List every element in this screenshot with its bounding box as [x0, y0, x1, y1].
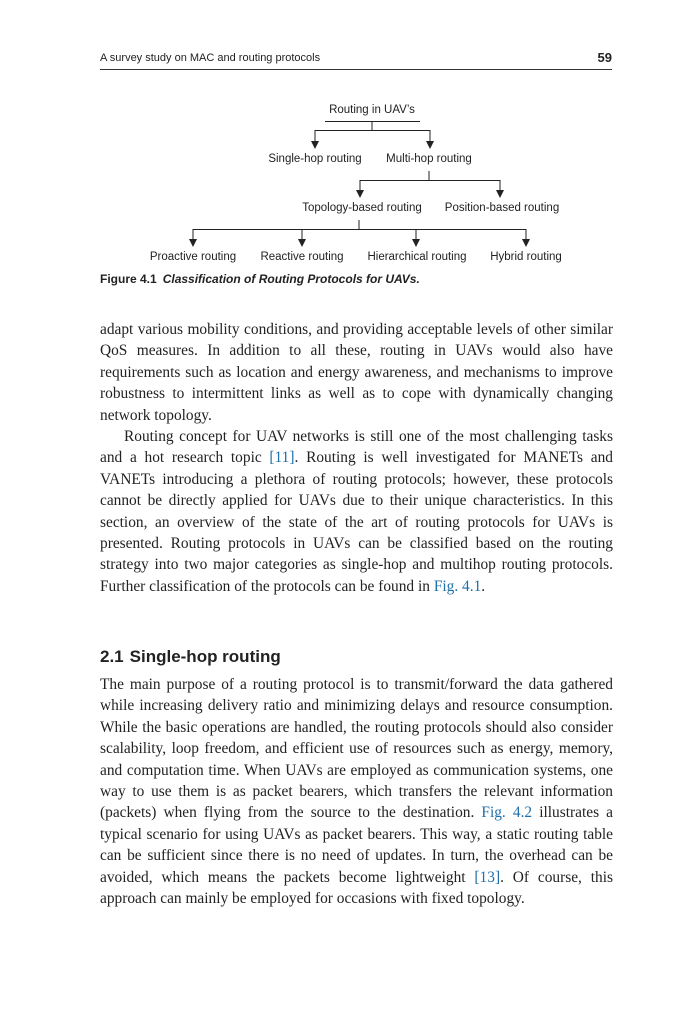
- paragraph-3: [100, 674, 613, 909]
- section-heading: [100, 647, 281, 667]
- figure-4-1-link[interactable]: Fig. 4.1: [433, 577, 482, 595]
- running-title: A survey study on MAC and routing protocols: [100, 52, 321, 64]
- node-hybrid-routing: Hybrid routing: [490, 251, 562, 263]
- section-title: Single-hop routing: [129, 647, 281, 666]
- node-hierarchical-routing: Hierarchical routing: [367, 251, 467, 263]
- citation-13-link[interactable]: [13]: [474, 868, 501, 886]
- paragraph-2-text-1: Routing concept for UAV networks is still one of the most challenging tasks and a hot research topic: [100, 428, 613, 467]
- body-text-top: [100, 319, 613, 597]
- section-number: 2.1: [100, 647, 124, 666]
- node-position-based-routing: Position-based routing: [444, 202, 560, 214]
- figure-caption: [100, 272, 420, 286]
- node-routing-in-uavs: Routing in UAV’s: [329, 104, 415, 116]
- node-single-hop-routing: Single-hop routing: [268, 153, 362, 165]
- routing-classification-diagram: [0, 92, 682, 267]
- node-multi-hop-routing: Multi-hop routing: [386, 153, 472, 165]
- paragraph-3-text-1: The main purpose of a routing protocol is to transmit/forward the data gathered while increasing delivery ratio and minimizing delays and resource consumption. While the basic operations are handled, the routing protocols should also consider scalability, loop freedom, and efficient use of resources such as energy, memory, and computation time. When UAVs are employed as communication systems, one way to use them is as packet bearers, which transfers the relevant information (packets) when flying from the source to the destination.: [100, 676, 613, 822]
- figure-caption-label: Figure 4.1: [100, 272, 157, 286]
- figure-4-2-link[interactable]: Fig. 4.2: [481, 804, 533, 822]
- running-header: [100, 52, 612, 70]
- body-text-section: [100, 674, 613, 909]
- citation-11-link[interactable]: [11]: [269, 449, 295, 467]
- paragraph-1: adapt various mobility conditions, and providing acceptable levels of other similar QoS measures. In addition to all these, routing in UAVs would also have requirements such as location and energy awareness, and mechanisms to improve robustness to intermittent links as well as to cope with dynamically changing network topology.: [100, 321, 613, 424]
- node-reactive-routing: Reactive routing: [260, 251, 344, 263]
- node-proactive-routing: Proactive routing: [149, 251, 237, 263]
- paragraph-3-text-3: . Of course, this approach can mainly be employed for occasions with fixed topology.: [100, 868, 613, 908]
- page-number: 59: [597, 50, 612, 65]
- paragraph-3-text-2: illustrates a typical scenario for using UAVs as packet bearers. This way, a static routing table can be sufficient since there is no need of updates. In turn, the overhead can be avoided, which means the packets become lightweight: [100, 804, 613, 886]
- paragraph-2: [100, 426, 613, 597]
- node-topology-based-routing: Topology-based routing: [302, 202, 422, 214]
- figure-caption-text: Classification of Routing Protocols for UAVs.: [162, 272, 420, 286]
- paragraph-2-text-2: . Routing is well investigated for MANETs and VANETs introducing a plethora of routing protocols; however, these protocols cannot be directly applied for UAVs due to their unique characteristics. In this section, an overview of the state of the art of routing protocols for UAVs is presented. Routing protocols in UAVs can be classified based on the routing strategy into two major categories as single-hop and multihop routing protocols. Further classification of the protocols can be found in: [100, 449, 613, 595]
- paragraph-2-text-3: .: [481, 577, 486, 595]
